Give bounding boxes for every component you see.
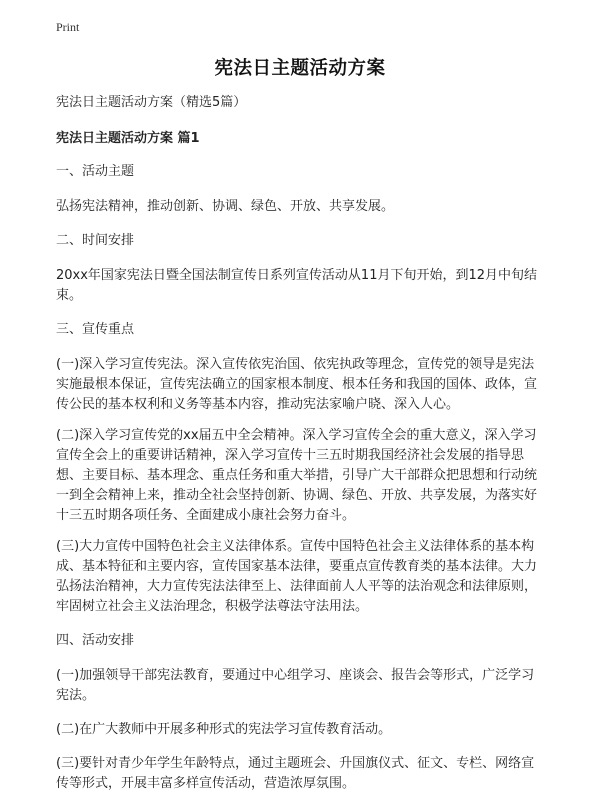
paragraph-key-point-1: (一)深入学习宣传宪法。深入宣传依宪治国、依宪执政等理念，宣传党的领导是宪法实施最根本保证，宣传宪法确立的国家根本制度、根本任务和我国的国体、政体，宣传公民的基本权利和义务等基本内容，推动宪法家喻户晓、深入人心。 [56,357,538,412]
document-subtitle: 宪法日主题活动方案（精选5篇） [56,95,247,110]
paragraph-key-point-2: (二)深入学习宣传党的xx届五中全会精神。深入学习宣传全会的重大意义，深入学习宣传全会上的重要讲话精神，深入学习宣传十三五时期我国经济社会发展的指导思想、主要目标、基本理念、重点任务和重大举措，引导广大干部群众把思想和行动统一到全会精神上来，推动全社会坚持创新、协调、绿色、开放、共享发展，为落实好十三五时期各项任务、全面建成小康社会努力奋斗。 [56,428,538,523]
document-title: 宪法日主题活动方案 [214,58,386,79]
paragraph-arrangement-2: (二)在广大教师中开展多种形式的宪法学习宣传教育活动。 [56,722,392,737]
paragraph-arrangement-3: (三)要针对青少年学生年龄特点，通过主题班会、升国旗仪式、征文、专栏、网络宣传等形式，开展丰富多样宣传活动，营造浓厚氛围。 [56,756,535,791]
heading-key-points: 三、宣传重点 [56,322,135,337]
heading-schedule: 二、时间安排 [56,233,135,248]
heading-arrangements: 四、活动安排 [56,633,135,648]
section-title: 宪法日主题活动方案 篇1 [56,131,200,146]
paragraph-arrangement-1: (一)加强领导干部宪法教育，要通过中心组学习、座谈会、报告会等形式，广泛学习宪法。 [56,668,535,703]
heading-activity-theme: 一、活动主题 [56,164,135,179]
paragraph-key-point-3: (三)大力宣传中国特色社会主义法律体系。宣传中国特色社会主义法律体系的基本构成、基本特征和主要内容，宣传国家基本法律，要重点宣传教育类的基本法律。大力弘扬法治精神，大力宣传宪法法律至上、法律面前人人平等的法治观念和法律原则，牢固树立社会主义法治理念，积极学法尊法守法用法。 [56,539,538,614]
document-body [56,93,546,808]
paragraph-schedule: 20xx年国家宪法日暨全国法制宣传日系列宣传活动从11月下旬开始，到12月中旬结束。 [56,268,538,303]
print-label: Print [56,20,80,34]
paragraph-theme: 弘扬宪法精神，推动创新、协调、绿色、开放、共享发展。 [56,199,395,214]
